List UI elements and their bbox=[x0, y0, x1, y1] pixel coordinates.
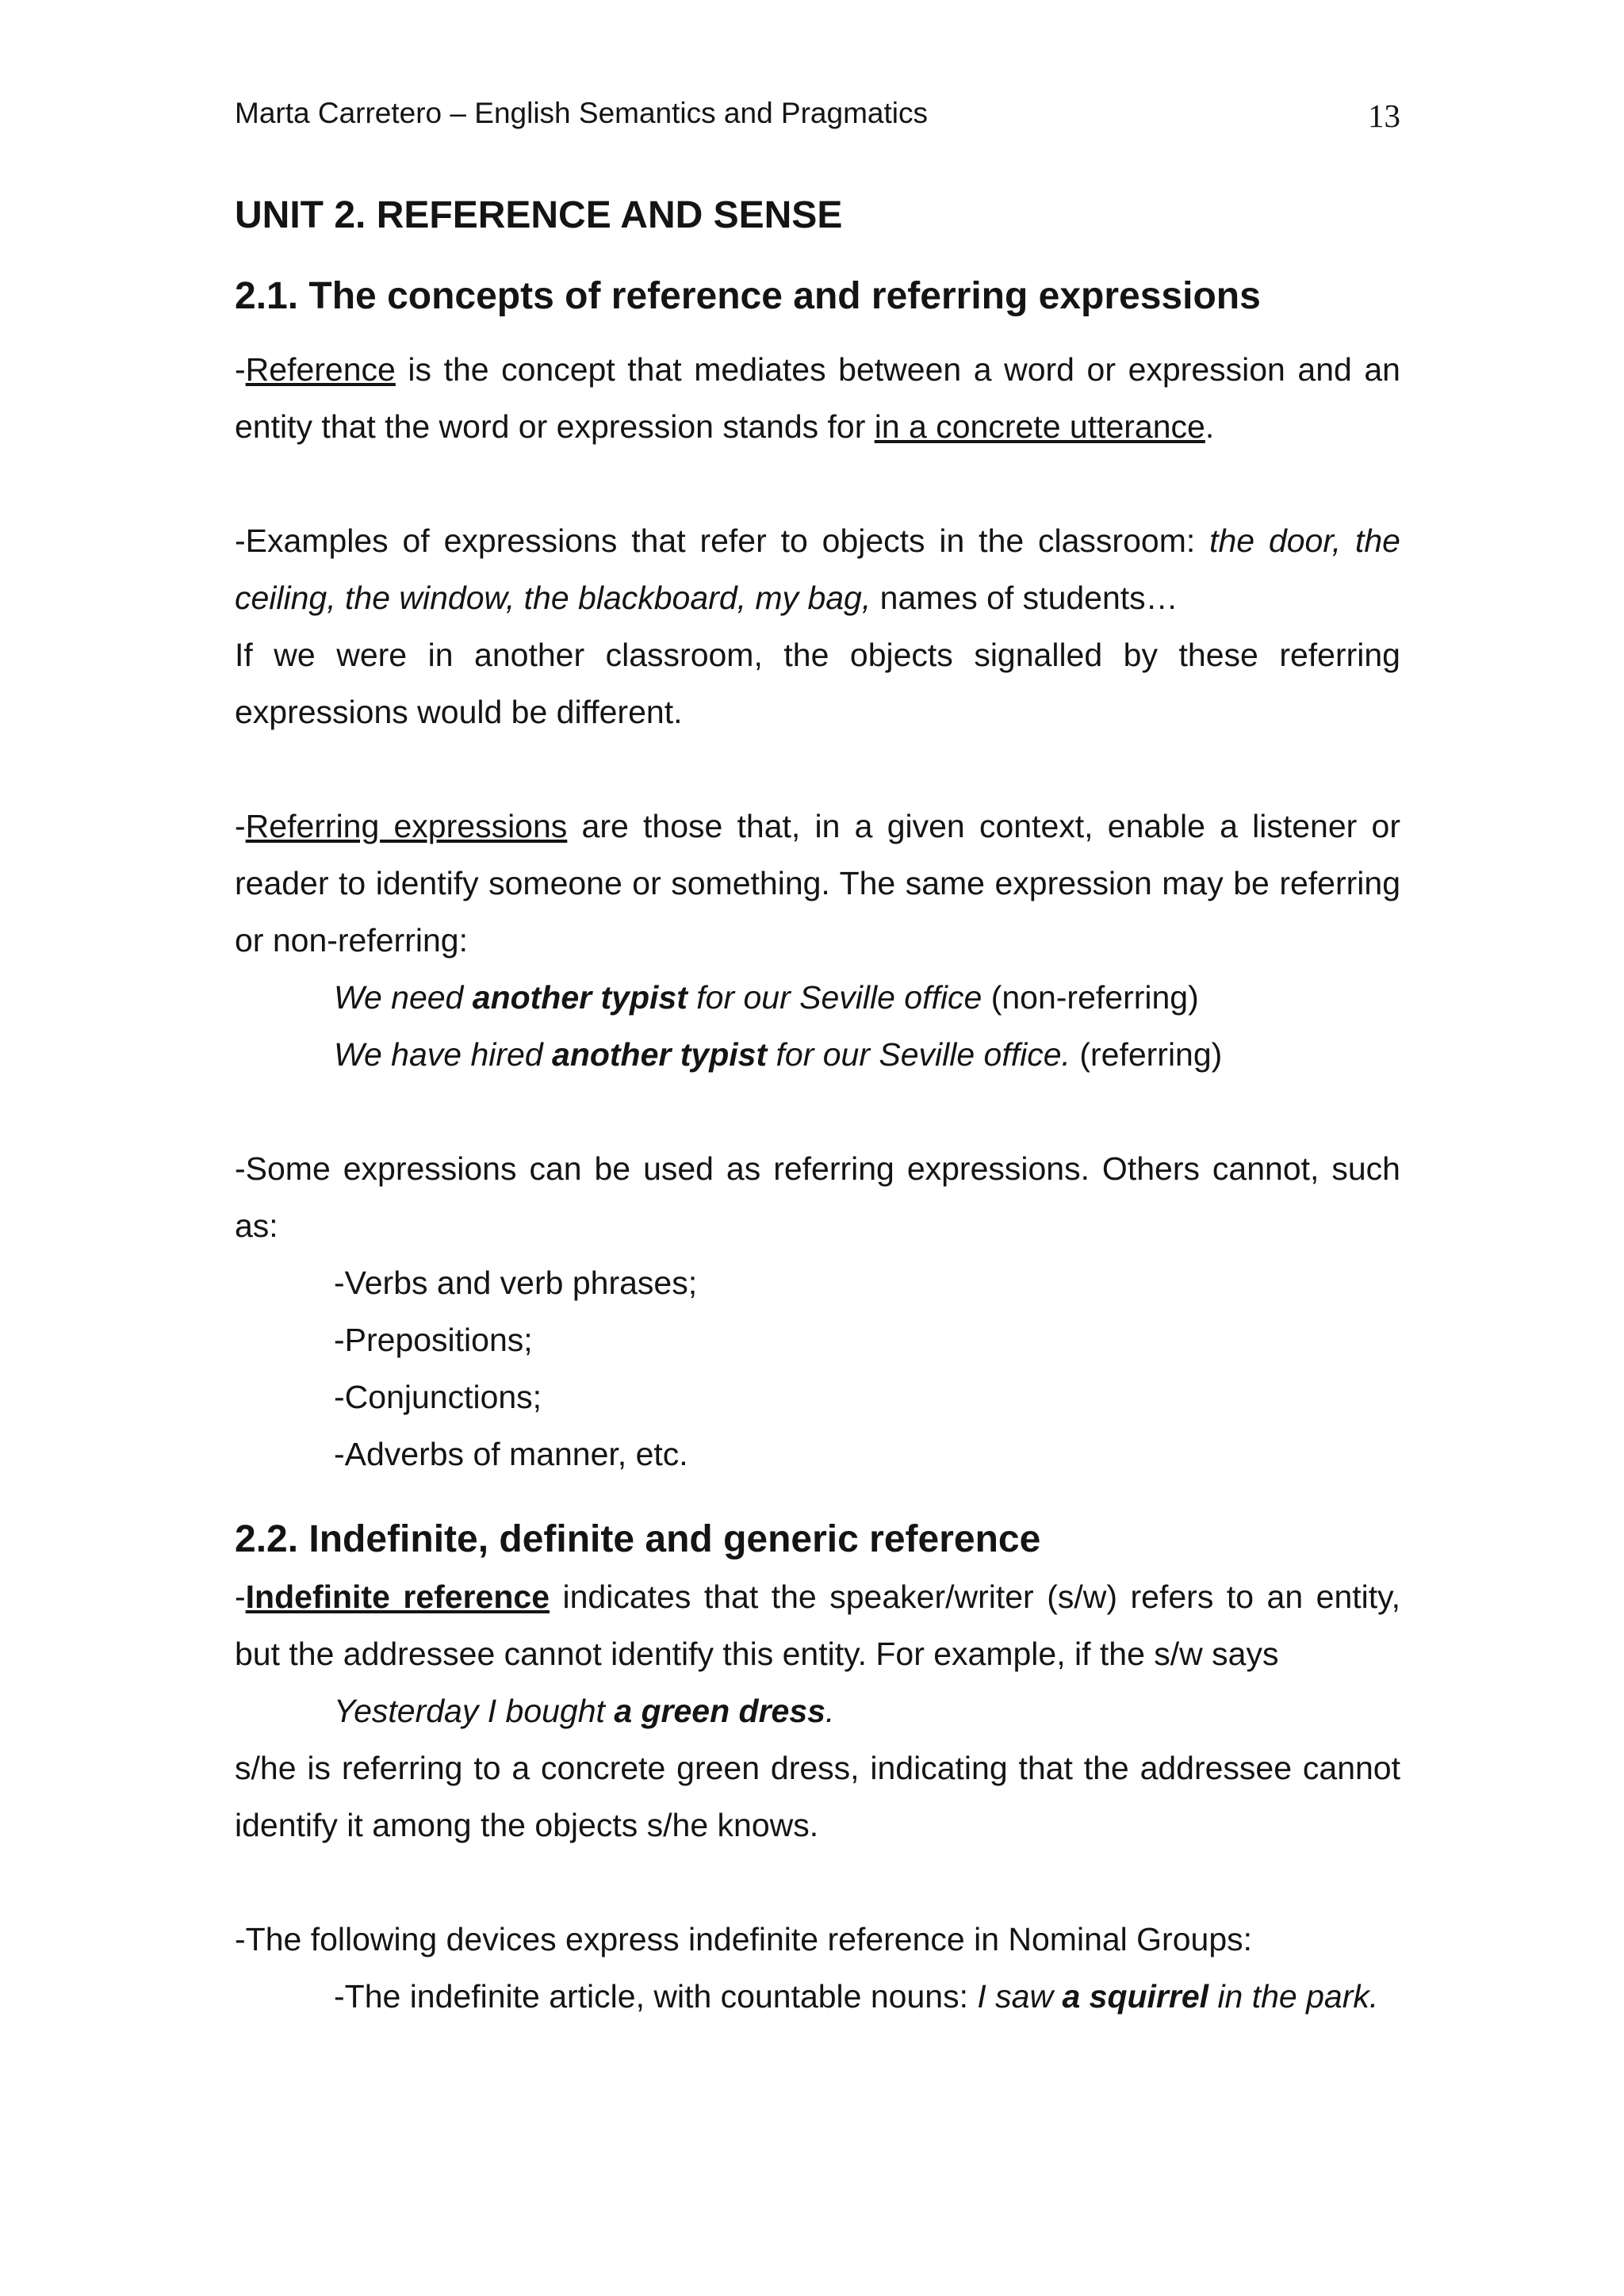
example-referring: We have hired another typist for our Seville office. (referring) bbox=[334, 1036, 1223, 1073]
term-reference: Reference bbox=[245, 351, 396, 388]
referring-text: are those that, in a given context, enable a listener or reader to identify someone or something. The same expression may be referring or non-referring: bbox=[235, 808, 1400, 959]
list-item: -Adverbs of manner, etc. bbox=[334, 1436, 688, 1472]
page-body bbox=[235, 187, 1400, 2025]
list-item: -Conjunctions; bbox=[334, 1379, 542, 1415]
classroom-examples-paragraph bbox=[235, 512, 1400, 626]
example-bold-phrase: a green dress bbox=[614, 1693, 825, 1729]
device-lead: -The indefinite article, with countable nouns: bbox=[334, 1978, 978, 2015]
examples-lead: -Examples of expressions that refer to objects in the classroom: bbox=[235, 522, 1210, 559]
examples-italic-list: the door, the ceiling, the window, the blackboard, my bag, bbox=[235, 522, 1400, 616]
list-item: -Verbs and verb phrases; bbox=[334, 1265, 698, 1301]
underlined-phrase: in a concrete utterance bbox=[874, 408, 1205, 445]
green-dress-explanation: s/he is referring to a concrete green dress, indicating that the addressee cannot identify it among the objects s/he knows. bbox=[235, 1750, 1400, 1843]
section-2-1-title: 2.1. The concepts of reference and referring expressions bbox=[235, 275, 1261, 317]
list-item: -Prepositions; bbox=[334, 1322, 533, 1358]
example-note: (non-referring) bbox=[982, 979, 1199, 1016]
term-indefinite-reference: Indefinite reference bbox=[245, 1578, 550, 1615]
definition-text: is the concept that mediates between a word or expression and an entity that the word or expression stands for bbox=[235, 351, 1400, 445]
section-2-2-title: 2.2. Indefinite, definite and generic reference bbox=[235, 1518, 1041, 1560]
referring-expressions-paragraph bbox=[235, 798, 1400, 969]
example-bold-phrase: another typist bbox=[472, 979, 688, 1016]
example-bold-phrase: another typist bbox=[552, 1036, 768, 1073]
dash: - bbox=[235, 808, 246, 844]
dash: - bbox=[235, 1578, 246, 1615]
running-title: Marta Carretero – English Semantics and Pragmatics bbox=[235, 97, 928, 129]
devices-intro-paragraph: -The following devices express indefinite reference in Nominal Groups: bbox=[235, 1921, 1253, 1957]
example-non-referring: We need another typist for our Seville office (non-referring) bbox=[334, 979, 1199, 1016]
device-indefinite-article: -The indefinite article, with countable nouns: I saw a squirrel in the park. bbox=[334, 1978, 1379, 2015]
reference-definition-paragraph bbox=[235, 341, 1400, 455]
examples-tail: names of students… bbox=[871, 580, 1178, 616]
indefinite-reference-paragraph bbox=[235, 1568, 1400, 1682]
page-number: 13 bbox=[1368, 98, 1400, 134]
example-green-dress: Yesterday I bought a green dress. bbox=[334, 1693, 835, 1729]
non-referring-types-paragraph: -Some expressions can be used as referring expressions. Others cannot, such as: bbox=[235, 1150, 1400, 1244]
unit-title: UNIT 2. REFERENCE AND SENSE bbox=[235, 194, 843, 236]
example-note: (referring) bbox=[1070, 1036, 1223, 1073]
term-referring-expressions: Referring expressions bbox=[245, 808, 568, 844]
another-classroom-paragraph: If we were in another classroom, the objects signalled by these referring expressions would be different. bbox=[235, 637, 1400, 730]
period: . bbox=[1205, 408, 1215, 445]
page-header bbox=[235, 94, 1400, 141]
indefinite-text: indicates that the speaker/writer (s/w) refers to an entity, but the addressee cannot identify this entity. For example, if the s/w says bbox=[235, 1578, 1400, 1672]
example-bold-phrase: a squirrel bbox=[1062, 1978, 1209, 2015]
dash: - bbox=[235, 351, 246, 388]
